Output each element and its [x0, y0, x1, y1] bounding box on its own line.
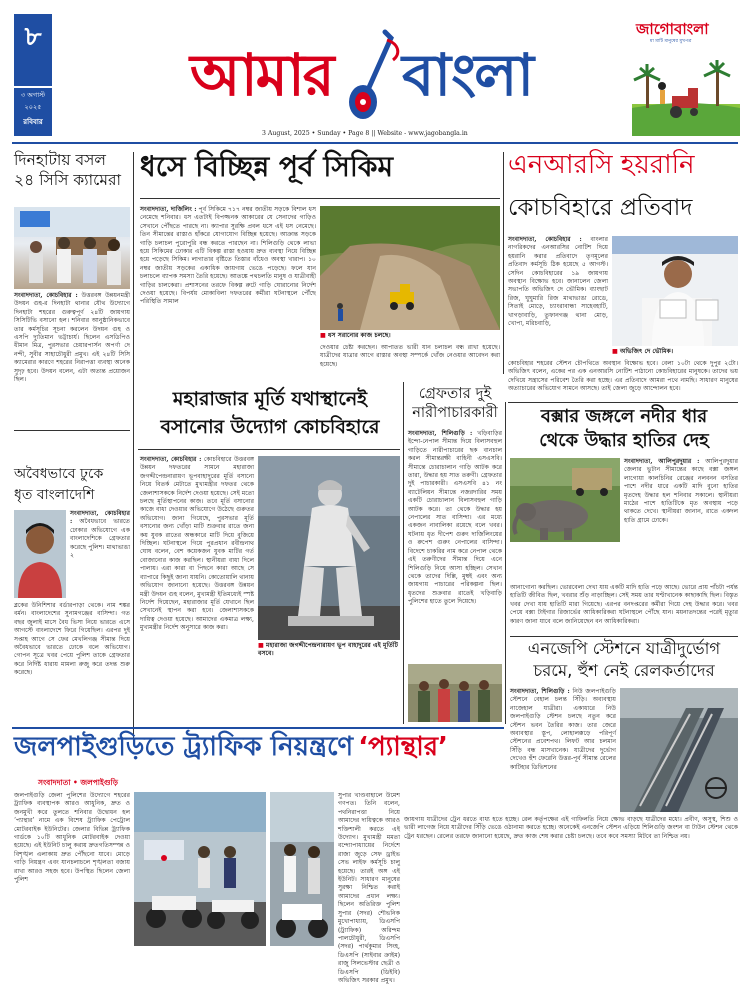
dinhata-cctv-photo — [14, 207, 130, 289]
dinhata-body — [14, 292, 130, 426]
njp-body-top — [510, 688, 616, 814]
nrc-headline-2: কোচবিহারে প্রতিবাদ — [508, 195, 693, 221]
left-divider — [14, 430, 130, 431]
sikkim-body-2: দেওয়ার চেষ্টা করছেন। আপাতত ভারী যান চলাচল বন্ধ রাখা হয়েছে। যাত্রীদের যাত্রার আগে রাস্তার অবস্থা সম্পর্কে খোঁজ নেওয়ার আবেদন করা হয়েছে। — [320, 344, 500, 368]
nrc-body-top — [508, 236, 608, 360]
trafficking-body — [408, 430, 502, 662]
panther-headline — [14, 734, 502, 774]
edition-line: 3 August, 2025 • Sunday • Page 8 || Website - www.jagobangla.in — [262, 130, 468, 137]
nrc-caption: ■ অভিজিৎ দে ভৌমিক। — [612, 348, 674, 355]
trafficking-headline-2: নারীপাচারকারী — [412, 405, 498, 421]
panther-body-right: সুপার খাণ্ডবাহালে উমেশ গণপত। তিনি বলেন, পথনিরাপত্তা নিয়ে আমাদের দায়িত্বকে আরও শক্তিশালী করতে এই উদ্যোগ। মুখ্যমন্ত্রী মমতা বন্দ্যোপাধ্যায়ের নির্দেশে রাজ্য জুড়ে সেফ ড্রাইভ সেভ লাইফ কর্মসূচি চালু হয়েছে। তারই অঙ্গ এই ইউনিট। সাধারণ মানুষের সুরক্ষা নিশ্চিত করাই আমাদের প্রধান লক্ষ্য। ছিলেন অতিরিক্ত পুলিশ সুপার (সদর) শৌভনিক মুখোপাধ্যায়, ডিএসপি (ট্র্যাফিক) অরিন্দম পালচৌধুরী, ডিএসপি (সদর) পার্থকুমার সিংহ, ডিএসপি (সাইবার ক্রাইম) রাজু সিলভেস্টার ছেত্রী ও ডিএসপি (ডিইবি) অভিজিৎ সরকার প্রমুখ। — [338, 792, 400, 984]
maharaja-headline-1: মহারাজার মূর্তি যথাস্থানেই — [172, 388, 368, 410]
maharaja-caption: ■ মহারাজা জগদ্দীপেন্দ্রনারায়ণ ভূপ বাহাদুরের এই মূর্তিটি বসবে। — [258, 642, 399, 657]
sikkim-headline: ধসে বিচ্ছিন্ন পূর্ব সিকিম — [140, 150, 394, 183]
arrested-man-photo — [14, 510, 66, 598]
bangladeshi-body-top — [70, 510, 130, 600]
bottom-section-rule — [12, 727, 504, 729]
panther-headline-quote: ‘প্যান্থার’ — [358, 732, 448, 762]
date-year: ২০২৫ — [24, 103, 42, 111]
sikkim-rule — [140, 198, 500, 199]
nrc-leader-photo — [612, 236, 738, 346]
njp-body-top-text: নিউ জলপাইগুড়ি স্টেশনে বেহাল চলন্ত সিঁড়ি। অব্যবস্থায় নাজেহাল যাত্রীরা। একাধারে নিউ জলপাইগুড়ি স্টেশন চলছে নতুন করে স্টেশন ভবন তৈরির কাজ। তার জেরে অব্যবস্থার স্তূপ, লোহালক্কড়ে পরিপূর্ণ স্টেশনের প্রবেশপথ। লিফট আর চলমান সিঁড়ি বন্ধ মাসখানেক। যাত্রীদের দুর্ভোগ দেখেও হুঁশ ফেরেনি উত্তর-পূর্ব সীমান্ত রেলের কাটিহার ডিভিশনের — [510, 688, 616, 771]
right-divider-1 — [508, 402, 738, 403]
col-rule-1 — [133, 152, 134, 744]
date-day-month: ৩ অগাস্ট — [21, 91, 45, 99]
right-divider-2 — [510, 636, 738, 637]
brand-tagline: মা মাটি মানুষের মুখপত্র — [650, 39, 692, 44]
nrc-caption-text: অভিজিৎ দে ভৌমিক। — [620, 348, 674, 355]
elephant-body-top — [624, 458, 738, 582]
elephant-headline-2: থেকে উদ্ধার হাতির দেহ — [539, 430, 709, 451]
dinhata-dateline: সংবাদদাতা, কোচবিহার : — [14, 292, 78, 299]
panther-headline-main: জলপাইগুড়িতে ট্র্যাফিক নিয়ন্ত্রণে — [14, 732, 354, 762]
sikkim-body-text: পূর্ব সিকিমে ৭১৭ নম্বর জাতীয় সড়কে বিশাল ধস নেমেছে শনিবার। ধস এতটাই বিপজ্জনক আকারের যে সেনাদের গাড়িও সেখানে পৌঁছতে পারছে না। ক্যাপার সুরক্ষি প্রবল ধসে এই ধস নেমেছে। তিন সীমান্তের রাস্তাও হাঁকরে যোগাযোগ বিচ্ছিন্ন হয়েছে। আক্রান্ত সড়কে গাড়ি চলাচল পুরোপুরি বন্ধ করতে পারছেন না। শিলিগুড়ি থেকে লাভা হয়ে সিকিমের ঢোকার এটি বিকল্প রাস্তা হওয়ায় দ্রুত ব্যবস্থা নিয়ে বিচ্ছিন্ন হয়ে পড়েছে সিকিম। লাগাতার বৃষ্টিতে তিস্তার বাঁধেও অবস্থা খারাপ। ১০ নম্বর জাতীয় সড়কের একাধিক জায়গায় ভেঙে পড়েছে। ফলে যান চলাচলে ব্যাপক সমস্যা তৈরি হয়েছে। আতঙ্কে পথচলতি মানুষ ও যাত্রীবাহী গাড়ির চালকেরা। প্রশাসনের তরফে বিকল্প রুটে গাড়ি ঘোরানোর নির্দেশ দেওয়া হয়েছে। বিপর্যয় মোকাবিলা দফতরের কর্মীরা ঘটনাস্থলে পৌঁছে পরিস্থিতি সামাল — [140, 206, 316, 306]
logo-left-word: আমার — [190, 41, 333, 109]
col-rule-4 — [505, 402, 506, 724]
escalator-photo — [620, 688, 738, 812]
maharaja-caption-text: মহারাজা জগদ্দীপেন্দ্রনারায়ণ ভূপ বাহাদুরের এই মূর্তিটি বসবে। — [258, 642, 399, 657]
panther-bikes-photo-1 — [134, 792, 266, 946]
landslide-caption: ■ ধস সরানোর কাজ চলছে। — [320, 332, 391, 339]
logo-instrument-icon — [345, 30, 405, 126]
bangladeshi-body-top-text: অবৈধভাবে ভারতে ঢোকার অভিযোগে এক বাংলাদেশিকে গ্রেফতার করেছে পুলিশ। মাথাভাঙা ২ — [70, 518, 130, 560]
farm-illustration — [632, 46, 740, 136]
nrc-dateline: সংবাদদাতা, কোচবিহার : — [508, 236, 582, 243]
maharaja-headline-2: বসানোর উদ্যোগ কোচবিহারে — [160, 416, 380, 438]
dinhata-headline-1: দিনহাটায় বসল — [14, 151, 106, 169]
nrc-headline-1: এনআরসি হয়রানি — [508, 150, 695, 180]
njp-headline-1: এনজেপি স্টেশনে যাত্রীদুর্ভোগ — [527, 639, 721, 658]
nrc-body-top-text: বাংলার নাগরিকদের এনআরসির নোটিশ দিয়ে হয়রানি করার প্রতিবাদে তৃণমূলের প্রতিবাদ কর্মসূচি ঠিক হয়েছে ৫ আগস্ট। সেদিন কোচবিহারের ১৯ জায়গায় অবস্থান বিক্ষোভ হবে। জানালেন জেলা সভাপতি অভিজিৎ দে ভৌমিক। ব্যাংছাট রিজ, ঘুঘুমারি রিজ মাথাভাঙা রোডে, সিতাই মোড়ে, চ্যাংরাবান্ধা সাহেবহাটি, খাগড়াবাড়ি, তুফানগঞ্জ থানা মোড়, খোপা, মরিচবাড়ি, — [508, 236, 608, 328]
date-weekday: রবিবার — [23, 118, 43, 126]
panther-bikes-photo-2 — [270, 792, 334, 946]
elephant-carcass-photo — [510, 458, 620, 542]
col-rule-2 — [503, 152, 504, 374]
bangladeshi-headline-1: অবৈধভাবে ঢুকে — [14, 466, 104, 482]
trafficking-body-text: খড়িবাড়ির ইন্দো-নেপাল সীমান্ত দিয়ে বিলাসবহুল গাড়িতে নারীপাচারের ছক বানচাল করল সীমান্তরক্ষী বাহিনী এসএসবি। সীমান্তে চোরাচালান গাড়ি আটক করে তারা, উদ্ধার হয় সাত তরুণী। গ্রেফতার দুই পাচারকারী। এসএসবি ৪১ নং ব্যাটেলিয়ন সীমান্তে নজরদারির সময় একটি চোরাচালান বিলাসবহুল গাড়ি আটক করে। তা থেকে উদ্ধার হয় নেপালের সাত বাসিন্দা। এর মধ্যে একজন নাবালিকা রয়েছে বলে খবর। ঘটনায় ধৃত দীপেশ গুরুং দার্জিলিংয়ের ও রুপেশ গুরুং নেপালের বাসিন্দা। বিদেশে চাকরির নাম করে নেপাল থেকে এই তরুণীদের সীমান্ত দিয়ে এনে শিলিগুড়ি নিয়ে আসা হচ্ছিল। সেখান থেকে তাদের দিল্লি, মুম্বই এবং অন্য জায়গায় পাচারের পরিকল্পনা ছিল। ধৃতদের শুক্রবার রাতেই খড়িবাড়ি পুলিশের হাতে তুলে দিয়েছে। — [408, 430, 503, 606]
landslide-photo — [320, 206, 500, 330]
panther-body-left: জলপাইগুড়ি জেলা পুলিশের উদ্যোগে শহরের ট্র্যাফিক ব্যবস্থাপক আরও আধুনিক, দ্রুত ও জনমুখী করে তুলতে শনিবার উদ্বোধন হল ‘প্যান্থার’ নামে এক বিশেষ ট্র্যাফিক পেট্রোল মোটরবাইক ইউনিটের। জেলার বিভিন্ন ট্র্যাফিক গার্ডকে ১০টি আধুনিক মোটরবাইক দেওয়া হয়েছে। এই ইউনিট চালু করায় দ্রুতগতিসম্পন্ন ও বিশৃঙ্খল এলাকায় দ্রুত পৌঁছনো যাবে। মোড়ে গাড়ি নিয়ন্ত্রণ এবং যানচলাচলে শৃঙ্খলতা বজায় রাখা আরও সহজ হবে। উপস্থিত ছিলেন জেলা পুলিশ — [14, 792, 130, 884]
masthead-rule — [12, 142, 738, 144]
elephant-headline-1: বক্সার জঙ্গলে নদীর ধার — [540, 406, 708, 427]
landslide-caption-text: ধস সরানোর কাজ চলছে। — [328, 332, 391, 339]
maharaja-body-text: কোচবিহারে উত্তরবঙ্গ উন্নয়ন দফতরের সামনে মহারাজা জগদ্দীপেন্দ্রনারায়ণ ভূপবাহাদুরের মূর্তি বসানো নিয়ে বিতর্ক মেটাতে মুখ্যমন্ত্রীর দফতর থেকে জেলাশাসককে নির্দেশ দেওয়া হয়েছে। সেই মতো চলছে মূর্তিস্থাপনের কাজ। তবে মূর্তি বসানোর কাজে বাধা দেওয়ার অভিযোগে উঠেছে গুরুতর অভিযোগ। জানা গিয়েছে, পুরসভার মূর্তি বসানোর জন্য খোঁড়া মাটি শুক্রবার রাতে জনা কয় যুবক রাতের অন্ধকারে মাটি দিয়ে বুজিয়ে দিচ্ছিল। ঘটনাস্থলে গিয়ে পুরপ্রধান রবীন্দ্রনাথ ঘোষ বলেন, বেশ কয়েকজন যুবক মাটির গর্ত বোজানোর কাজ করছিল। স্থানীয়রা বাধা দিলে পালায়। এরা কারা বা পিছনে কারা আছে সে ব্যাপারে কিছুই জানা যায়নি। কোতোয়ালি থানায় অভিযোগ জানানো হয়েছে। উত্তরবঙ্গ উন্নয়ন মন্ত্রী উদয়ন গুহ বলেন, মুখ্যমন্ত্রী ইতিমধ্যেই স্পষ্ট নির্দেশ দিয়েছেন, মহারাজার মূর্তি যেখানে ছিল সেখানেই স্থাপন করা হবে। জেলাশাসককে দায়িত্ব দেওয়া হয়েছে। আমাদের একমাত্র লক্ষ্য, মুখ্যমন্ত্রীর নির্দেশ অনুসারে কাজ করা। — [140, 456, 254, 632]
trafficking-headline-1: গ্রেফতার দুই — [418, 384, 492, 402]
elephant-body-bottom: আনাগোনা করছিল। ভোরবেলা দেখা যায় একটি মাদি হাতি পড়ে আছে। ভোরে প্রায় পাঁচটা পর্যন্ত হাতিটি জীবিত ছিল, খবরার শুঁড় নাড়াচ্ছিল। সেই সময় তার ঘণ্টাখানেক কাছাকাছি ছিল। বিস্তৃত খবর দেখা যায় হাতিটি মারা গিয়েছে। এরপর বনদপ্তরের কর্মীরা গিয়ে দেহ উদ্ধার করে। খবর পেয়ে বক্সা টাইগার রিজার্ভের আধিকারিকরা ঘটনাস্থলে পৌঁছে যান। ময়নাতদন্তের পরেই মৃত্যুর কারণ জানা যাবে বলে জানিয়েছেন বন আধিকারিকরা। — [510, 584, 738, 625]
njp-dateline: সংবাদদাতা, শিলিগুড়ি : — [510, 688, 570, 695]
logo-right-word: বাংলা — [402, 41, 533, 109]
maharaja-body — [140, 456, 254, 720]
nrc-body-bottom: কোচবিহার শহরের স্টেশন চৌপথিতে অবস্থান বিক্ষোভ হবে। বেলা ১০টা থেকে দুপুর ২টো। অভিজিৎ বলেন, একের পর এক এনআরসি নোটিশ পাঠানো কোচবিহারের মানুষকে। তাদের ভয় দেখিয়ে সন্ত্রাসের পরিবেশ তৈরি করা হচ্ছে। এর প্রতিবাদে আমরা পথে নামছি। সাধারণ মানুষের অত্যাচারের অভিযোগ সামনে আসছে। তাই জেলা জুড়ে আন্দোলন হবে। — [508, 360, 738, 393]
njp-body-bottom: জায়গায় যাত্রীদের ট্রেন ধরতে বাধ্য হতে হচ্ছে। রেল কর্তৃপক্ষের এই গাফিলতি নিয়ে ক্ষোভ বাড়ছে যাত্রীদের মধ্যে। প্রবীণ, অসুস্থ, শিশু ও ভারী লাগেজ নিয়ে যাত্রীদের সিঁড়ি ভেঙে ওঠানামা করতে হচ্ছে। অনেকেই এনজেপি স্টেশন এড়িয়ে শিলিগুড়ি জংশন বা টাউন স্টেশন থেকে ট্রেন ধরছেন। রেলের তরফে জানানো হয়েছে, দ্রুত কাজ শেষ করার চেষ্টা চলছে। তবে কবে সমস্যা মিটবে তা নিশ্চিত নয়। — [404, 816, 738, 840]
col-rule-3 — [403, 382, 404, 724]
bangladeshi-body-bottom: ব্লকের উনিশিশার বর্ডারপাড়া থেকে। নাম শঙ্কর বর্মন। বাংলাদেশের সুনামগঞ্জের বাসিন্দা। গত বছর জুলাই মাসে বৈধ ভিসা নিয়ে ভারতে এসে আগস্টে বাংলাদেশে ফিরে গিয়েছিল। এরপর দুই সপ্তাহ আগে সে ফের মেখলিগঞ্জ সীমান্ত দিয়ে অবৈধভাবে ভারতে ঢোকে বলে অভিযোগ। গোপন সূত্রে খবর পেয়ে পুলিশ তাকে গ্রেফতার করে নির্দিষ্ট ধারায় মামলা রুজু করে তদন্ত শুরু করেছে। — [14, 602, 130, 677]
panther-dateline: সংবাদদাতা • জলপাইগুড়ি — [38, 778, 119, 787]
elephant-dateline: সংবাদদাতা, আলিপুরদুয়ার : — [624, 458, 700, 465]
maharaja-statue-photo — [258, 456, 400, 640]
maharaja-dateline: সংবাদদাতা, কোচবিহার : — [140, 456, 202, 463]
njp-headline-2: চরমে, হুঁশ নেই রেলকর্তাদের — [533, 661, 715, 680]
page-number: ৮ — [24, 22, 42, 52]
bangladeshi-headline-2: ধৃত বাংলাদেশি — [14, 487, 95, 503]
sikkim-dateline: সংবাদদাতা, দার্জিলিং : — [140, 206, 197, 213]
elephant-body-top-text: আলিপুরদুয়ার জেলার ভুটান সীমান্তের কাছে বক্সা জঙ্গল লাগোয়া কালচিনির রেঞ্জের নলবনন বসতির পাশে নদীর ধারে একটি মাদি বুনো হাতির মৃতদেহ উদ্ধার হল শনিবার সকালে। স্থানীয়রা মাঠের পাশে হাতিটিকে মৃত অবস্থায় পড়ে থাকতে দেখে। স্থানীয়রা জানান, রাতে একদল হাতি গ্রামে ঢোকে। — [624, 458, 738, 524]
trafficking-arrest-photo — [408, 664, 502, 722]
trafficking-dateline: সংবাদদাতা, শিলিগুড়ি : — [408, 430, 473, 437]
bangladeshi-dateline: সংবাদদাতা, কোচবিহার : — [70, 510, 130, 526]
dinhata-headline-2: ২৪ সিসি ক্যামেরা — [14, 171, 122, 189]
brand-logo: জাগোবাংলা — [636, 20, 709, 38]
dinhata-body-text: উত্তরবঙ্গ উন্নয়নমন্ত্রী উদয়ন গুহ-র দিনহাটা থানার যৌথ উদ্যোগে দিনহাটা শহরের গুরুত্বপূর্ণ ২৪টি জায়গায় সিসিটিভি বসানো হল। শনিবার আনুষ্ঠানিকভাবে তার কর্মসূচির সূচনা করলেন উদয়ন গুহ ও এসপি দ্যুতিমান ভট্টাচার্য। ছিলেন এসডিপিও ধীমান মিত্র, পুরসভার চেয়ারপার্সন অপর্ণা দে নন্দী, সুবীর সাহাচৌধুরী প্রমুখ। এই ২৪টি সিসি ক্যামেরার কারণে শহরের নিরাপত্তা ব্যবস্থা অনেক সুদৃঢ় হবে। উদয়ন বলেন, এটা অত্যন্ত প্রয়োজন ছিল। — [14, 292, 130, 384]
